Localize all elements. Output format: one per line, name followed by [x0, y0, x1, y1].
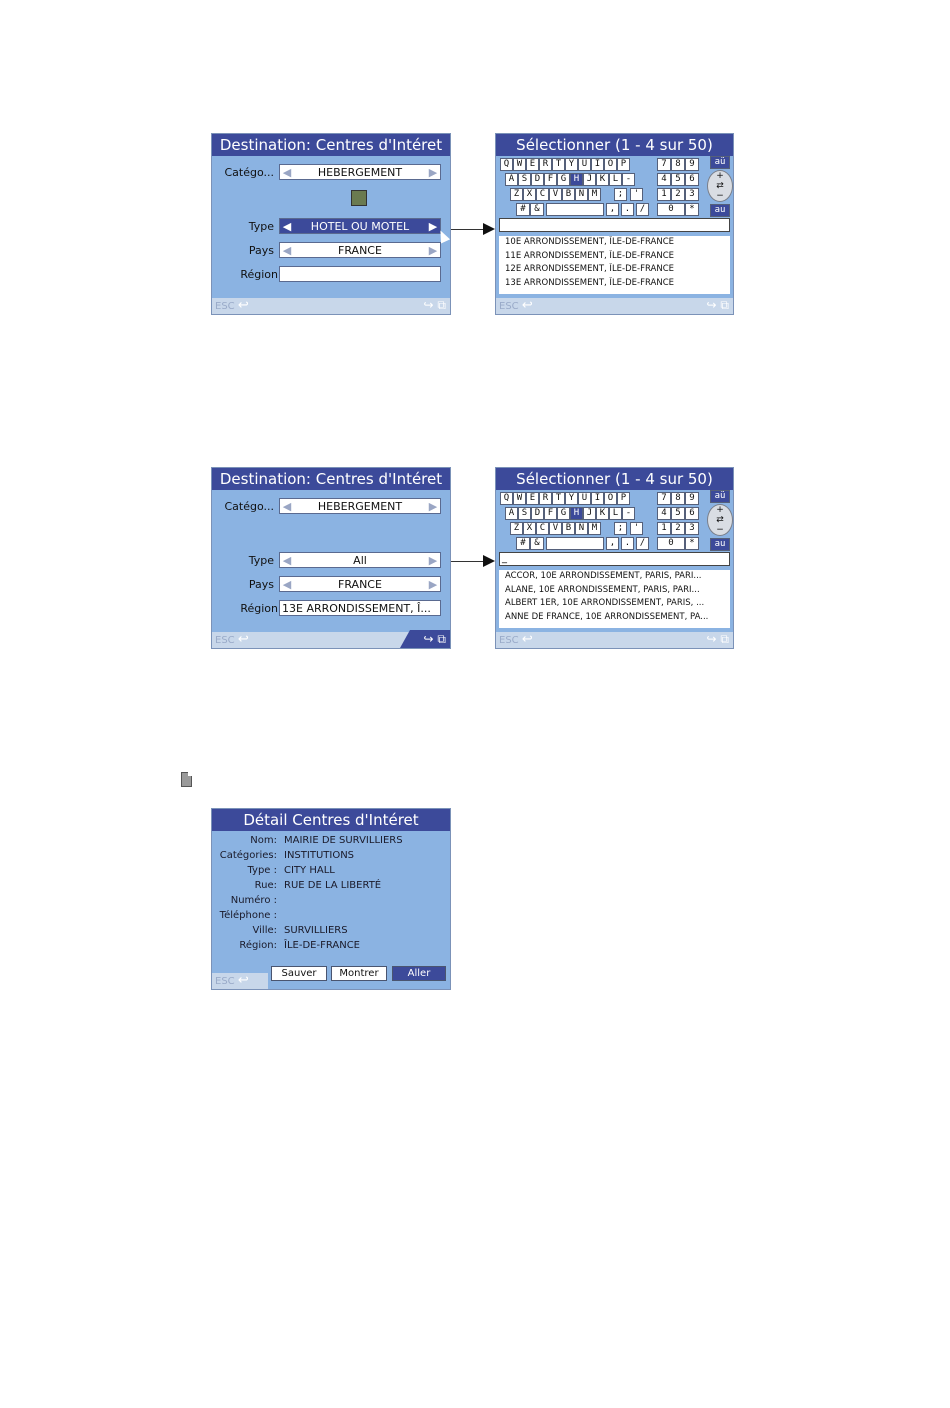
arrow-connector-line	[451, 561, 485, 562]
right-arrow-icon[interactable]: ▶	[428, 499, 438, 513]
key[interactable]: E	[526, 492, 539, 505]
back-arrow-icon: ↩	[521, 298, 533, 313]
num-key[interactable]: 0	[657, 203, 685, 216]
key[interactable]: Z	[510, 522, 523, 535]
country-label: Pays	[248, 244, 274, 257]
country-selector[interactable]	[279, 576, 441, 592]
num-key[interactable]: *	[685, 537, 699, 550]
right-arrow-icon[interactable]: ▶	[428, 165, 438, 179]
key[interactable]: I	[591, 158, 604, 171]
region-label: Région	[240, 602, 278, 615]
list-item[interactable]: 10E ARRONDISSEMENT, ÎLE-DE-FRANCE	[505, 237, 675, 247]
save-button[interactable]: Sauver	[271, 966, 327, 981]
scroll-knob[interactable]	[707, 504, 733, 536]
scroll-knob[interactable]	[707, 170, 733, 202]
key[interactable]: Q	[500, 158, 513, 171]
detail-value: MAIRIE DE SURVILLIERS	[284, 835, 403, 846]
category-value: HEBERGEMENT	[317, 499, 403, 513]
detail-label: Numéro :	[230, 895, 277, 906]
forward-controls[interactable]	[424, 298, 446, 313]
key[interactable]: M	[588, 522, 601, 535]
accent-key[interactable]: aü	[710, 490, 730, 503]
key[interactable]: &	[530, 203, 544, 216]
screen-detail	[211, 808, 451, 990]
key[interactable]: L	[609, 507, 622, 520]
key[interactable]: Q	[500, 492, 513, 505]
type-label: Type	[248, 220, 274, 233]
key[interactable]: O	[604, 158, 617, 171]
go-button[interactable]: Aller	[392, 966, 446, 981]
search-input[interactable]: _	[499, 552, 730, 566]
copy-pages-icon: ⧉	[720, 298, 729, 312]
category-label: Catégo...	[224, 500, 274, 513]
list-item[interactable]: ANNE DE FRANCE, 10E ARRONDISSEMENT, PA...	[505, 611, 709, 622]
list-item[interactable]: 13E ARRONDISSEMENT, ÎLE-DE-FRANCE	[505, 277, 675, 288]
swap-icon: ⇄	[716, 181, 724, 191]
key[interactable]: K	[596, 507, 609, 520]
esc-button[interactable]	[499, 298, 533, 313]
key[interactable]: ;	[614, 522, 627, 535]
case-key[interactable]: au	[710, 538, 730, 551]
key[interactable]: D	[531, 173, 544, 186]
type-label: Type	[248, 554, 274, 567]
detail-value: INSTITUTIONS	[284, 850, 355, 861]
key[interactable]: P	[617, 158, 630, 171]
key[interactable]: I	[591, 492, 604, 505]
back-arrow-icon: ↩	[237, 632, 249, 647]
key[interactable]: B	[562, 188, 575, 201]
esc-label: ESC	[499, 635, 519, 646]
screen-select-keyboard-2	[495, 467, 734, 649]
region-field[interactable]	[279, 266, 441, 282]
key[interactable]: N	[575, 522, 588, 535]
key[interactable]: '	[630, 522, 643, 535]
left-arrow-icon[interactable]: ◀	[282, 577, 292, 591]
num-key[interactable]: 8	[671, 158, 685, 171]
left-arrow-icon[interactable]: ◀	[282, 165, 292, 179]
key[interactable]: K	[596, 173, 609, 186]
forward-controls[interactable]	[707, 298, 729, 313]
forward-arrow-icon: ↪	[706, 298, 717, 312]
screen-title: Détail Centres d'Intéret	[212, 809, 450, 831]
detail-label: Catégories:	[219, 850, 277, 861]
back-arrow-icon: ↩	[521, 632, 533, 647]
key[interactable]: S	[518, 173, 531, 186]
num-key[interactable]: 2	[671, 522, 685, 535]
key[interactable]: J	[583, 173, 596, 186]
left-arrow-icon[interactable]: ◀	[282, 499, 292, 513]
space-key[interactable]	[546, 203, 604, 216]
esc-label: ESC	[215, 976, 235, 987]
key[interactable]: S	[518, 507, 531, 520]
region-value: 13E ARRONDISSEMENT, Î...	[282, 601, 431, 615]
key[interactable]: /	[636, 537, 649, 550]
footer-bar	[212, 973, 268, 989]
key[interactable]: D	[531, 507, 544, 520]
num-key[interactable]: 9	[685, 158, 699, 171]
footer-bar	[212, 632, 450, 648]
key[interactable]: G	[557, 507, 570, 520]
esc-button[interactable]	[215, 973, 249, 988]
key[interactable]: F	[544, 507, 557, 520]
detail-label: Nom:	[250, 835, 277, 846]
space-key[interactable]	[546, 537, 604, 550]
key[interactable]: W	[513, 158, 526, 171]
plus-icon: +	[716, 171, 724, 181]
plus-icon: +	[716, 505, 724, 515]
key[interactable]: ,	[606, 537, 619, 550]
region-field[interactable]	[279, 600, 441, 616]
key[interactable]: G	[557, 173, 570, 186]
screen-title: Sélectionner (1 - 4 sur 50)	[496, 134, 733, 156]
detail-value: ÎLE-DE-FRANCE	[284, 940, 360, 951]
copy-pages-icon: ⧉	[437, 632, 446, 646]
num-key[interactable]: 2	[671, 188, 685, 201]
key[interactable]: J	[583, 507, 596, 520]
category-label: Catégo...	[224, 166, 274, 179]
num-key[interactable]: 7	[657, 158, 671, 171]
case-key[interactable]: au	[710, 204, 730, 217]
key[interactable]: ,	[606, 203, 619, 216]
esc-button[interactable]	[215, 298, 249, 313]
num-key[interactable]: 4	[657, 507, 671, 520]
show-button[interactable]: Montrer	[331, 966, 387, 981]
esc-button[interactable]	[215, 632, 249, 647]
screen-title: Sélectionner (1 - 4 sur 50)	[496, 468, 733, 490]
type-selector[interactable]	[279, 218, 441, 234]
key[interactable]: M	[588, 188, 601, 201]
swap-icon: ⇄	[716, 515, 724, 525]
key[interactable]: R	[539, 158, 552, 171]
key[interactable]: U	[578, 158, 591, 171]
forward-controls[interactable]	[424, 632, 446, 647]
right-arrow-icon[interactable]: ▶	[428, 219, 438, 233]
key[interactable]: ;	[614, 188, 627, 201]
key[interactable]: N	[575, 188, 588, 201]
screen-title: Destination: Centres d'Intéret	[212, 468, 450, 490]
left-arrow-icon[interactable]: ◀	[282, 243, 292, 257]
key[interactable]: P	[617, 492, 630, 505]
num-key[interactable]: 6	[685, 507, 699, 520]
list-item[interactable]: ACCOR, 10E ARRONDISSEMENT, PARIS, PARI...	[505, 571, 702, 581]
num-key[interactable]: 7	[657, 492, 671, 505]
num-key[interactable]: 9	[685, 492, 699, 505]
key[interactable]: V	[549, 188, 562, 201]
screen-select-keyboard-1	[495, 133, 734, 315]
key[interactable]: B	[562, 522, 575, 535]
accent-key[interactable]: aü	[710, 156, 730, 169]
detail-label: Rue:	[254, 880, 277, 891]
footer-bar	[212, 298, 450, 314]
num-key[interactable]: 1	[657, 522, 671, 535]
num-key[interactable]: 0	[657, 537, 685, 550]
detail-label: Type :	[247, 865, 277, 876]
esc-button[interactable]	[499, 632, 533, 647]
key[interactable]: .	[621, 537, 634, 550]
num-key[interactable]: 1	[657, 188, 671, 201]
key[interactable]: O	[604, 492, 617, 505]
category-value: HEBERGEMENT	[317, 165, 403, 179]
right-arrow-icon[interactable]: ▶	[428, 553, 438, 567]
arrow-connector-head	[483, 555, 495, 567]
key[interactable]: /	[636, 203, 649, 216]
results-list	[499, 236, 730, 294]
key[interactable]: X	[523, 522, 536, 535]
key[interactable]: X	[523, 188, 536, 201]
copy-pages-icon: ⧉	[720, 632, 729, 646]
type-value: All	[353, 553, 367, 567]
country-selector[interactable]	[279, 242, 441, 258]
key[interactable]: #	[516, 537, 530, 550]
list-item[interactable]: 11E ARRONDISSEMENT, ÎLE-DE-FRANCE	[505, 250, 675, 261]
detail-label: Ville:	[252, 925, 277, 936]
num-key[interactable]: 6	[685, 173, 699, 186]
right-arrow-icon[interactable]: ▶	[428, 577, 438, 591]
left-arrow-icon[interactable]: ◀	[282, 553, 292, 567]
minus-icon: −	[716, 525, 724, 535]
list-item[interactable]: 12E ARRONDISSEMENT, ÎLE-DE-FRANCE	[505, 264, 675, 275]
key[interactable]: V	[549, 522, 562, 535]
key[interactable]: U	[578, 492, 591, 505]
results-list	[499, 570, 730, 628]
num-key[interactable]: 3	[685, 188, 699, 201]
category-selector[interactable]	[279, 164, 441, 180]
key[interactable]: .	[621, 203, 634, 216]
key-highlighted[interactable]: H	[570, 507, 583, 520]
key[interactable]: Y	[565, 492, 578, 505]
minus-icon: −	[716, 191, 724, 201]
key[interactable]: F	[544, 173, 557, 186]
forward-controls[interactable]	[707, 632, 729, 647]
esc-label: ESC	[215, 301, 235, 312]
type-selector[interactable]	[279, 552, 441, 568]
num-key[interactable]: *	[685, 203, 699, 216]
key[interactable]: C	[536, 522, 549, 535]
back-arrow-icon: ↩	[237, 973, 249, 988]
arrow-connector-head	[483, 223, 495, 235]
detail-label: Téléphone :	[219, 910, 277, 921]
esc-label: ESC	[499, 301, 519, 312]
region-label: Région	[240, 268, 278, 281]
country-value: FRANCE	[338, 243, 382, 257]
list-item[interactable]: ALBERT 1ER, 10E ARRONDISSEMENT, PARIS, ...	[505, 598, 705, 609]
key[interactable]: #	[516, 203, 530, 216]
search-input[interactable]	[499, 218, 730, 232]
forward-arrow-icon: ↪	[423, 632, 434, 646]
key[interactable]: &	[530, 537, 544, 550]
screen-title: Destination: Centres d'Intéret	[212, 134, 450, 156]
country-value: FRANCE	[338, 577, 382, 591]
key[interactable]: A	[505, 507, 518, 520]
key[interactable]: '	[630, 188, 643, 201]
key[interactable]: W	[513, 492, 526, 505]
key[interactable]: E	[526, 158, 539, 171]
copy-pages-icon: ⧉	[437, 298, 446, 312]
key[interactable]: A	[505, 173, 518, 186]
key-highlighted[interactable]: H	[570, 173, 583, 186]
key[interactable]: -	[622, 507, 635, 520]
num-key[interactable]: 5	[671, 173, 685, 186]
key[interactable]: T	[552, 158, 565, 171]
type-value: HOTEL OU MOTEL	[310, 219, 410, 233]
esc-label: ESC	[215, 635, 235, 646]
country-label: Pays	[248, 578, 274, 591]
num-key[interactable]: 4	[657, 173, 671, 186]
key[interactable]: Z	[510, 188, 523, 201]
num-key[interactable]: 8	[671, 492, 685, 505]
hotel-icon	[351, 190, 367, 206]
detail-label: Région:	[239, 940, 277, 951]
key[interactable]: Y	[565, 158, 578, 171]
detail-value: SURVILLIERS	[284, 925, 348, 936]
key[interactable]: R	[539, 492, 552, 505]
detail-value: RUE DE LA LIBERTÉ	[284, 880, 382, 891]
category-selector[interactable]	[279, 498, 441, 514]
key[interactable]: L	[609, 173, 622, 186]
num-key[interactable]: 5	[671, 507, 685, 520]
list-item[interactable]: ALANE, 10E ARRONDISSEMENT, PARIS, PARI...	[505, 584, 700, 595]
num-key[interactable]: 3	[685, 522, 699, 535]
detail-value: CITY HALL	[284, 865, 335, 876]
screen-destination-2	[211, 467, 451, 649]
key[interactable]: -	[622, 173, 635, 186]
right-arrow-icon[interactable]: ▶	[428, 243, 438, 257]
forward-arrow-icon: ↪	[706, 632, 717, 646]
note-icon	[181, 772, 192, 787]
back-arrow-icon: ↩	[237, 298, 249, 313]
key[interactable]: T	[552, 492, 565, 505]
left-arrow-icon[interactable]: ◀	[282, 219, 292, 233]
screen-destination-1	[211, 133, 451, 315]
footer-bar	[496, 298, 733, 314]
forward-arrow-icon: ↪	[423, 298, 434, 312]
arrow-connector-line	[451, 229, 485, 230]
key[interactable]: C	[536, 188, 549, 201]
footer-bar	[496, 632, 733, 648]
